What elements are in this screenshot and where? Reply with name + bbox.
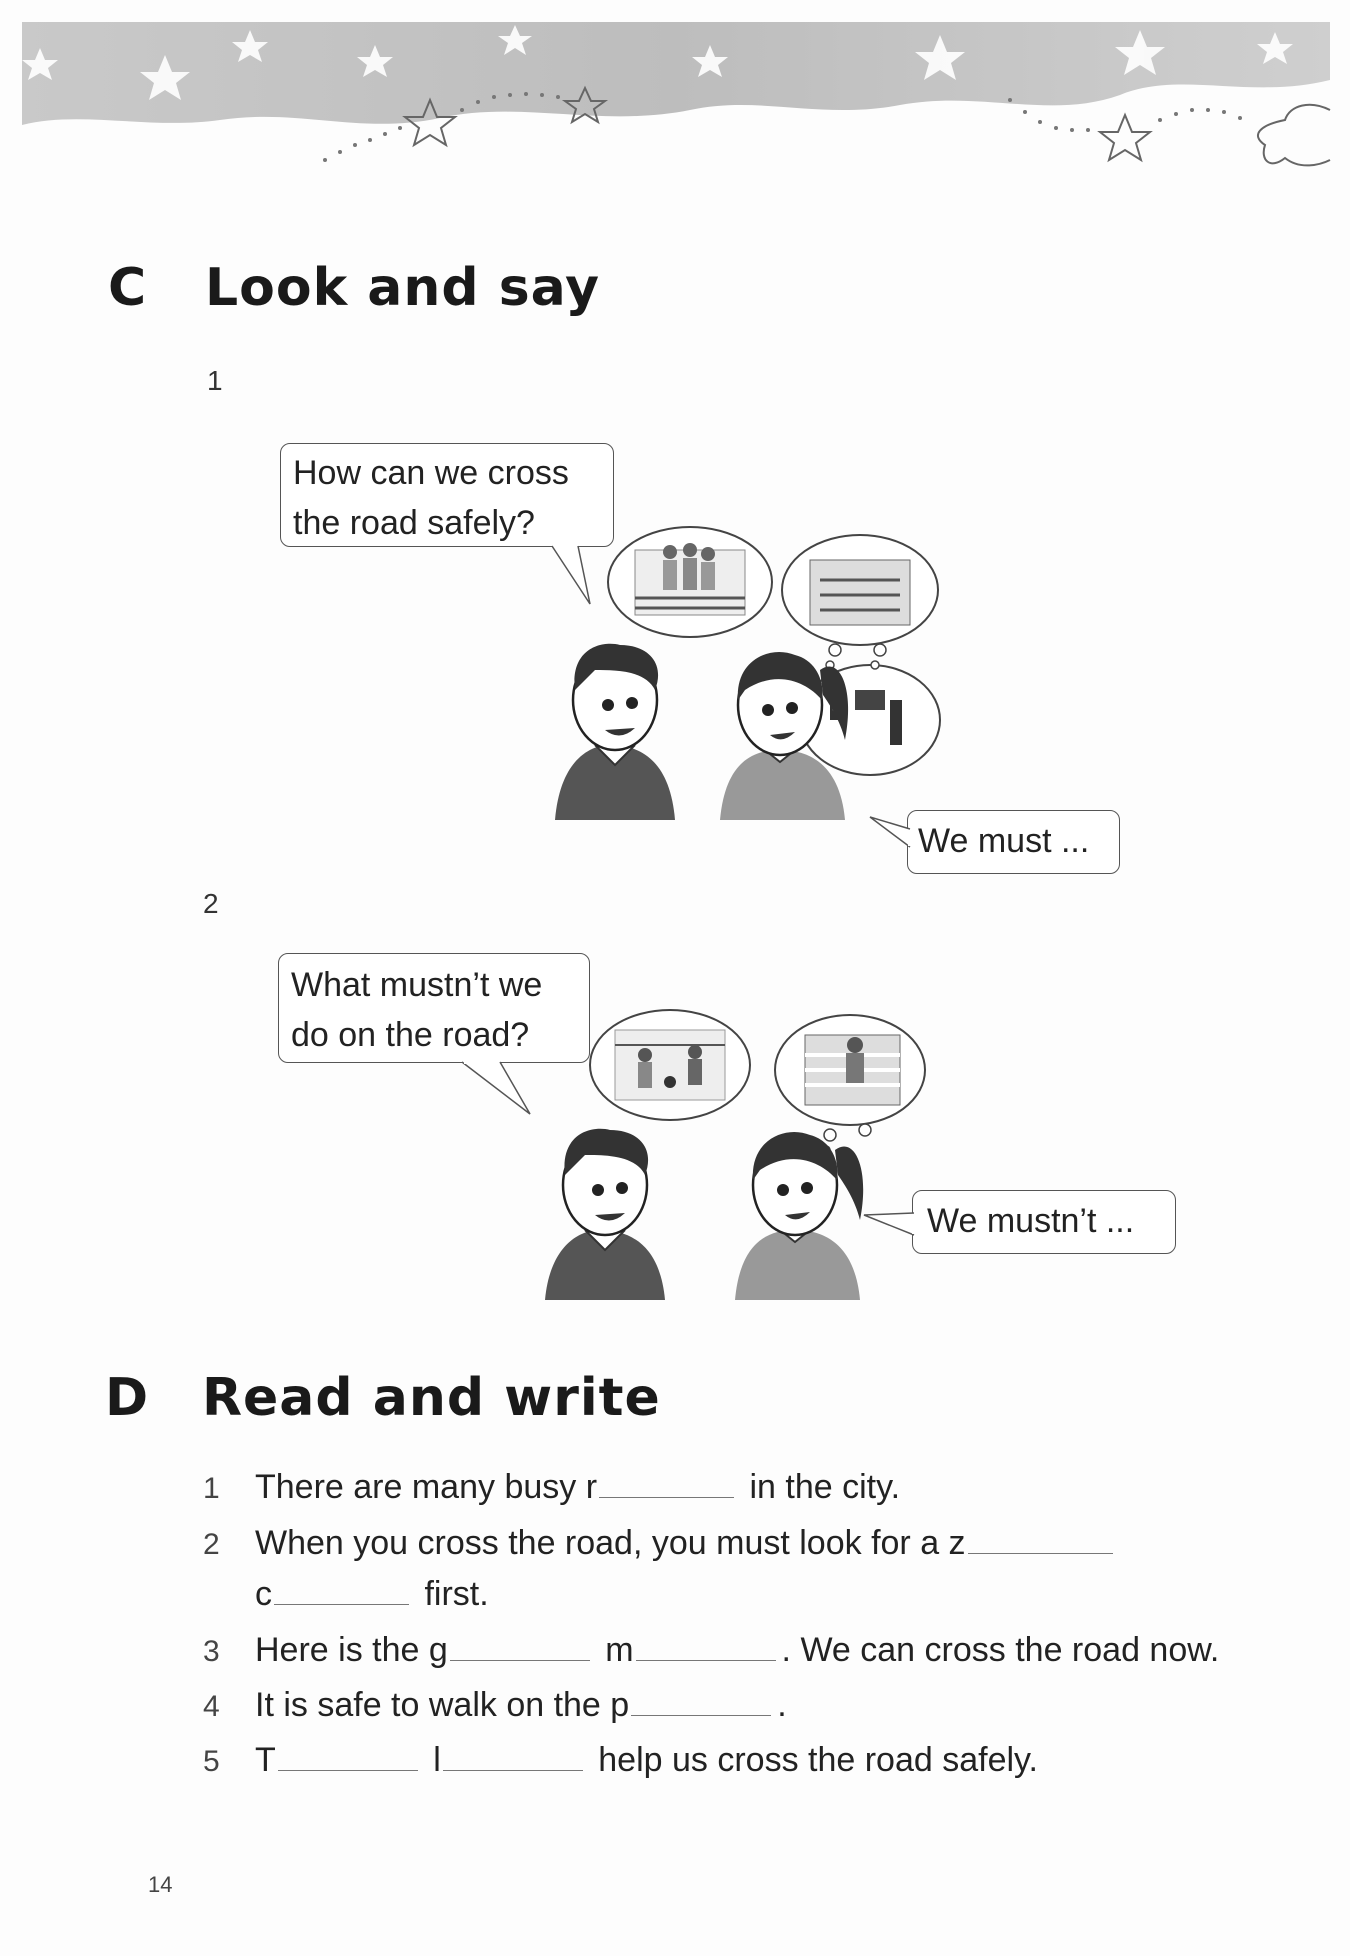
exercise-1-text-b: in the city. bbox=[749, 1468, 901, 1506]
section-d-letter: D bbox=[105, 1368, 149, 1428]
item-1-answer-bubble bbox=[907, 810, 1120, 874]
exercise-3-text-c: . We can cross the road now. bbox=[781, 1631, 1220, 1669]
item-1-question-line-1: How can we cross bbox=[293, 454, 569, 492]
item-1-answer: We must ... bbox=[918, 822, 1090, 860]
boy-figure-2 bbox=[545, 1129, 665, 1300]
scene-2-illustration bbox=[530, 1000, 1010, 1300]
item-2-answer-tail bbox=[862, 1205, 917, 1245]
item-1-answer-tail bbox=[868, 815, 913, 855]
exercise-2 bbox=[203, 1523, 1119, 1563]
girl-figure-2 bbox=[735, 1132, 863, 1300]
exercise-5-text-a: T bbox=[255, 1741, 276, 1779]
item-2-question-line-1: What mustn’t we bbox=[291, 966, 543, 1004]
item-1-number: 1 bbox=[207, 365, 223, 396]
star-banner bbox=[0, 0, 1350, 210]
boy-figure bbox=[555, 644, 675, 820]
item-2-number: 2 bbox=[203, 888, 219, 919]
section-d-title: Read and write bbox=[202, 1368, 661, 1428]
exercise-5-blank-1[interactable] bbox=[278, 1740, 418, 1771]
section-c-title: Look and say bbox=[205, 258, 601, 318]
item-2-answer: We mustn’t ... bbox=[927, 1202, 1135, 1240]
exercise-2-text-c2: first. bbox=[424, 1575, 489, 1613]
exercise-1-blank-1[interactable] bbox=[599, 1467, 734, 1498]
exercise-1 bbox=[203, 1467, 900, 1507]
exercise-4-number: 4 bbox=[203, 1690, 220, 1723]
exercise-2-blank-1[interactable] bbox=[968, 1523, 1113, 1554]
exercise-3 bbox=[203, 1630, 1219, 1670]
scene-1-illustration bbox=[540, 520, 1040, 820]
section-c-letter: C bbox=[108, 258, 147, 318]
exercise-1-text-a: There are many busy r bbox=[255, 1468, 598, 1506]
page-number: 14 bbox=[148, 1872, 173, 1897]
exercise-2-text-a: When you cross the road, you must look for a z bbox=[255, 1524, 966, 1562]
item-2-question-line-2: do on the road? bbox=[291, 1016, 530, 1054]
exercise-5-text-b: l bbox=[433, 1741, 441, 1779]
exercise-2-blank-2[interactable] bbox=[274, 1574, 409, 1605]
exercise-2-cont bbox=[255, 1574, 489, 1614]
exercise-1-number: 1 bbox=[203, 1472, 220, 1505]
item-1-question-line-2: the road safely? bbox=[293, 504, 535, 542]
exercise-5-number: 5 bbox=[203, 1745, 220, 1778]
exercise-5-blank-2[interactable] bbox=[443, 1740, 583, 1771]
exercise-4-text-b: . bbox=[777, 1686, 787, 1724]
item-2-answer-bubble bbox=[912, 1190, 1176, 1254]
exercise-2-text-c1: c bbox=[255, 1575, 272, 1613]
exercise-3-text-a: Here is the g bbox=[255, 1631, 448, 1669]
exercise-3-blank-1[interactable] bbox=[450, 1630, 590, 1661]
exercise-4-blank-1[interactable] bbox=[631, 1685, 771, 1716]
exercise-4-text-a: It is safe to walk on the p bbox=[255, 1686, 630, 1724]
exercise-3-blank-2[interactable] bbox=[636, 1630, 776, 1661]
exercise-2-number: 2 bbox=[203, 1528, 220, 1561]
exercise-5 bbox=[203, 1740, 1038, 1780]
exercise-5-text-c: help us cross the road safely. bbox=[598, 1741, 1038, 1779]
exercise-4 bbox=[203, 1685, 787, 1725]
exercise-3-number: 3 bbox=[203, 1635, 220, 1668]
exercise-3-text-b: m bbox=[605, 1631, 634, 1669]
item-2-question-tail bbox=[460, 1058, 535, 1118]
